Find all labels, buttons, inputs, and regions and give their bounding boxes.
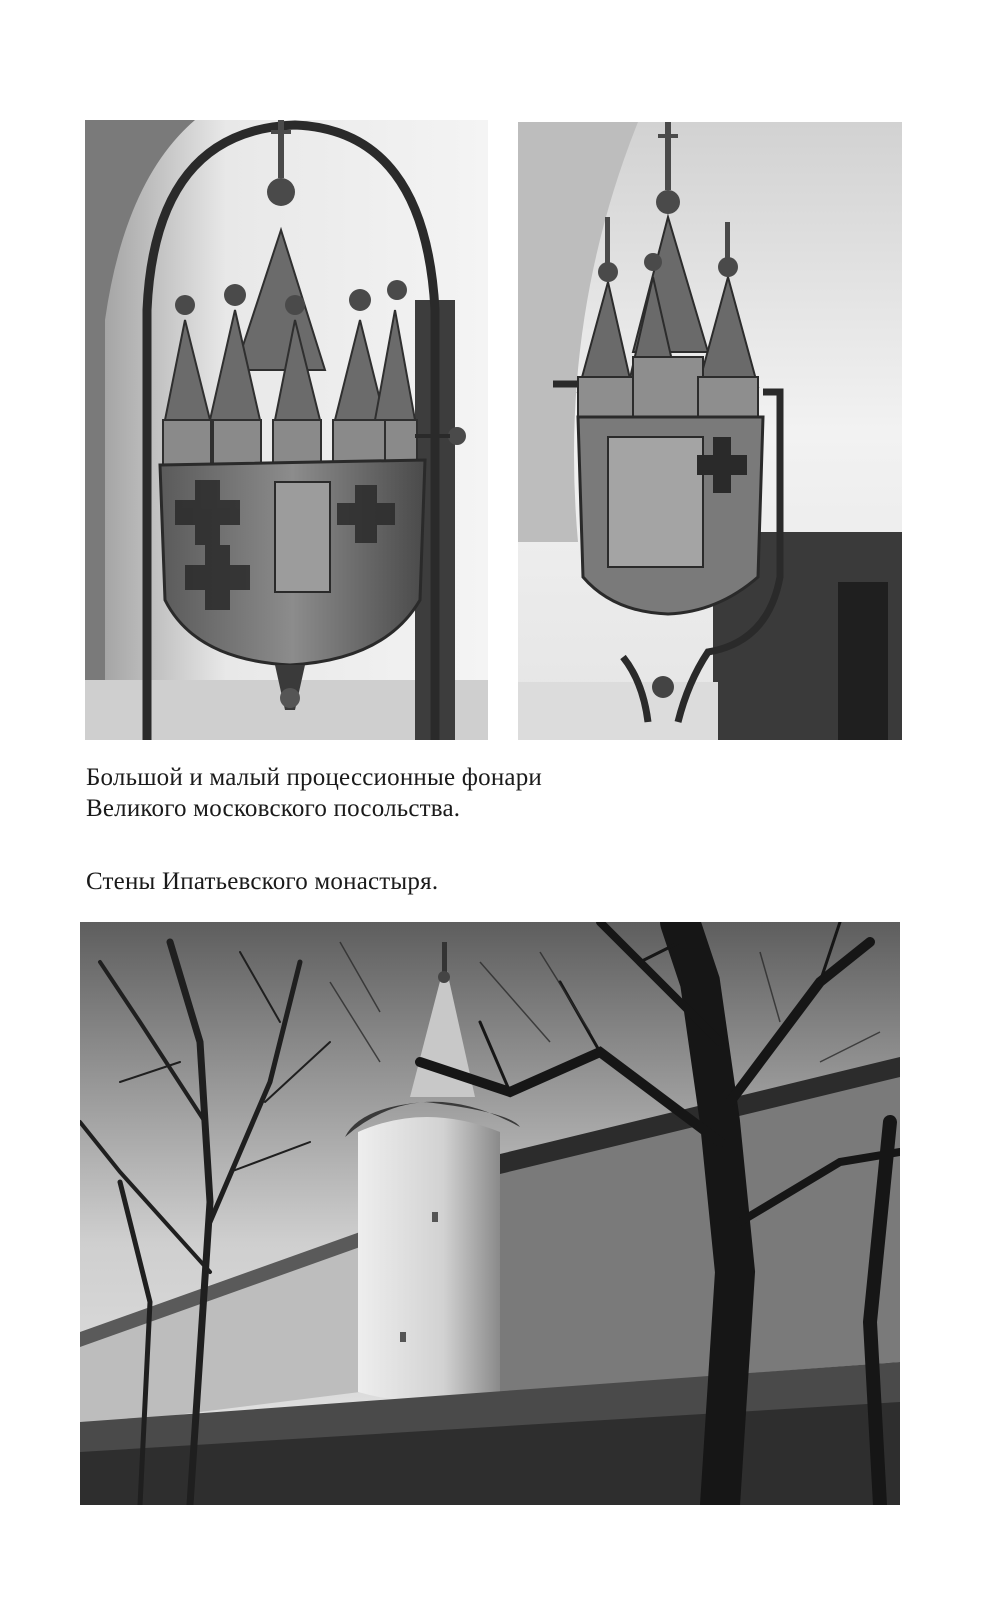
monastery-walls-photo	[80, 922, 900, 1505]
monastery-walls-caption	[86, 866, 438, 897]
monastery-walls-caption-text: Стены Ипатьевского монастыря.	[86, 868, 439, 895]
lanterns-caption-line-1: Большой и малый процессионные фонари	[86, 764, 542, 791]
lanterns-caption	[86, 762, 542, 824]
small-lantern-photo	[518, 122, 902, 740]
large-lantern-photo	[85, 120, 488, 740]
lanterns-caption-line-2: Великого московского посольства.	[86, 795, 461, 822]
